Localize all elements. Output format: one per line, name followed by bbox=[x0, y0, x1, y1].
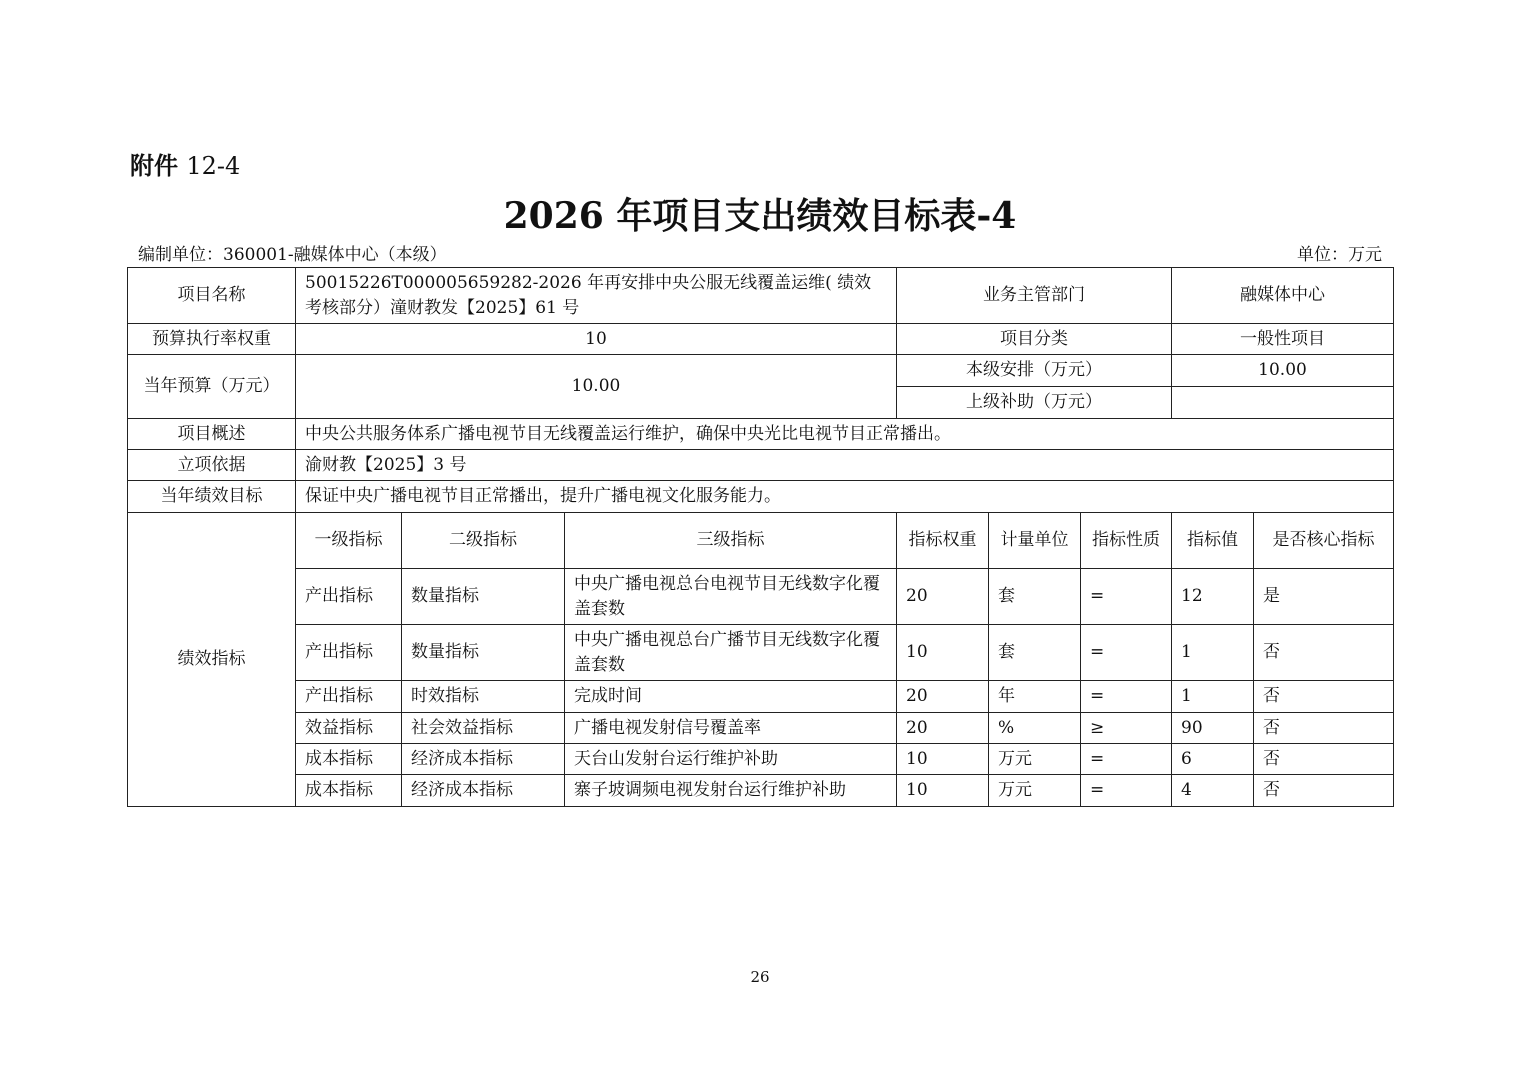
project-name-label: 项目名称 bbox=[128, 268, 296, 324]
dept-label: 业务主管部门 bbox=[897, 268, 1172, 324]
cell-level3: 中央广播电视总台电视节目无线数字化覆盖套数 bbox=[565, 569, 897, 625]
cell-core: 是 bbox=[1254, 569, 1394, 625]
cell-value: 12 bbox=[1172, 569, 1254, 625]
goal-value: 保证中央广播电视节目正常播出，提升广播电视文化服务能力。 bbox=[296, 481, 1394, 513]
cell-weight: 20 bbox=[897, 681, 989, 713]
cell-value: 4 bbox=[1172, 775, 1254, 807]
budget-weight-row bbox=[128, 324, 1394, 355]
cell-core: 否 bbox=[1254, 625, 1394, 681]
upper-subsidy-value bbox=[1172, 387, 1394, 419]
cell-level2: 经济成本指标 bbox=[402, 744, 565, 775]
cell-level3: 完成时间 bbox=[565, 681, 897, 713]
cell-level2: 时效指标 bbox=[402, 681, 565, 713]
attachment-number: 12-4 bbox=[186, 152, 241, 180]
cell-nature: = bbox=[1081, 775, 1172, 807]
cell-unit: 套 bbox=[989, 569, 1081, 625]
project-name-row bbox=[128, 268, 1394, 324]
header-unit: 计量单位 bbox=[989, 513, 1081, 569]
header-value: 指标值 bbox=[1172, 513, 1254, 569]
basis-label: 立项依据 bbox=[128, 450, 296, 481]
page-title: 2026 年项目支出绩效目标表-4 bbox=[503, 195, 1017, 237]
attachment-heading bbox=[130, 146, 240, 181]
indicator-row bbox=[128, 713, 1394, 744]
overview-label: 项目概述 bbox=[128, 419, 296, 450]
cell-weight: 20 bbox=[897, 569, 989, 625]
cell-nature: = bbox=[1081, 625, 1172, 681]
project-name-value: 50015226T000005659282-2026 年再安排中央公服无线覆盖运维( 绩效考核部分）潼财教发【2025】61 号 bbox=[296, 268, 897, 324]
cell-level1: 成本指标 bbox=[296, 775, 402, 807]
cell-nature: ≥ bbox=[1081, 713, 1172, 744]
cell-nature: = bbox=[1081, 744, 1172, 775]
cell-weight: 10 bbox=[897, 775, 989, 807]
cell-unit: % bbox=[989, 713, 1081, 744]
overview-row bbox=[128, 419, 1394, 450]
cell-core: 否 bbox=[1254, 775, 1394, 807]
cell-core: 否 bbox=[1254, 713, 1394, 744]
page-number: 26 bbox=[750, 968, 770, 986]
category-label: 项目分类 bbox=[897, 324, 1172, 355]
cell-weight: 20 bbox=[897, 713, 989, 744]
cell-value: 1 bbox=[1172, 625, 1254, 681]
cell-level1: 产出指标 bbox=[296, 681, 402, 713]
indicator-row bbox=[128, 681, 1394, 713]
indicator-row bbox=[128, 744, 1394, 775]
header-level2: 二级指标 bbox=[402, 513, 565, 569]
cell-value: 90 bbox=[1172, 713, 1254, 744]
annual-budget-label: 当年预算（万元） bbox=[128, 355, 296, 419]
cell-core: 否 bbox=[1254, 681, 1394, 713]
cell-level2: 数量指标 bbox=[402, 569, 565, 625]
header-level3: 三级指标 bbox=[565, 513, 897, 569]
cell-core: 否 bbox=[1254, 744, 1394, 775]
indicator-section-label: 绩效指标 bbox=[128, 513, 296, 807]
annual-budget-value: 10.00 bbox=[296, 355, 897, 419]
budget-weight-label: 预算执行率权重 bbox=[128, 324, 296, 355]
local-arrangement-label: 本级安排（万元） bbox=[897, 355, 1172, 387]
attachment-label: 附件 bbox=[130, 151, 178, 180]
measurement-unit: 单位：万元 bbox=[1297, 245, 1382, 265]
cell-unit: 年 bbox=[989, 681, 1081, 713]
cell-nature: = bbox=[1081, 569, 1172, 625]
cell-level1: 产出指标 bbox=[296, 625, 402, 681]
overview-value: 中央公共服务体系广播电视节目无线覆盖运行维护，确保中央光比电视节目正常播出。 bbox=[296, 419, 1394, 450]
header-level1: 一级指标 bbox=[296, 513, 402, 569]
cell-level3: 天台山发射台运行维护补助 bbox=[565, 744, 897, 775]
indicator-row bbox=[128, 569, 1394, 625]
cell-weight: 10 bbox=[897, 744, 989, 775]
cell-unit: 套 bbox=[989, 625, 1081, 681]
category-value: 一般性项目 bbox=[1172, 324, 1394, 355]
goal-label: 当年绩效目标 bbox=[128, 481, 296, 513]
cell-level1: 效益指标 bbox=[296, 713, 402, 744]
goal-row bbox=[128, 481, 1394, 513]
compiling-unit: 编制单位：360001-融媒体中心（本级） bbox=[138, 245, 447, 265]
indicator-row bbox=[128, 625, 1394, 681]
annual-budget-row bbox=[128, 355, 1394, 387]
cell-unit: 万元 bbox=[989, 744, 1081, 775]
cell-level2: 数量指标 bbox=[402, 625, 565, 681]
upper-subsidy-label: 上级补助（万元） bbox=[897, 387, 1172, 419]
cell-unit: 万元 bbox=[989, 775, 1081, 807]
dept-value: 融媒体中心 bbox=[1172, 268, 1394, 324]
basis-value: 渝财教【2025】3 号 bbox=[296, 450, 1394, 481]
budget-weight-value: 10 bbox=[296, 324, 897, 355]
cell-level1: 产出指标 bbox=[296, 569, 402, 625]
cell-nature: = bbox=[1081, 681, 1172, 713]
cell-value: 1 bbox=[1172, 681, 1254, 713]
performance-target-table bbox=[127, 267, 1394, 807]
local-arrangement-value: 10.00 bbox=[1172, 355, 1394, 387]
indicator-row bbox=[128, 775, 1394, 807]
cell-level2: 经济成本指标 bbox=[402, 775, 565, 807]
indicator-header-row bbox=[128, 513, 1394, 569]
cell-level3: 中央广播电视总台广播节目无线数字化覆盖套数 bbox=[565, 625, 897, 681]
header-weight: 指标权重 bbox=[897, 513, 989, 569]
cell-value: 6 bbox=[1172, 744, 1254, 775]
header-nature: 指标性质 bbox=[1081, 513, 1172, 569]
cell-level2: 社会效益指标 bbox=[402, 713, 565, 744]
cell-level3: 寨子坡调频电视发射台运行维护补助 bbox=[565, 775, 897, 807]
header-core: 是否核心指标 bbox=[1254, 513, 1394, 569]
basis-row bbox=[128, 450, 1394, 481]
cell-level1: 成本指标 bbox=[296, 744, 402, 775]
cell-level3: 广播电视发射信号覆盖率 bbox=[565, 713, 897, 744]
cell-weight: 10 bbox=[897, 625, 989, 681]
